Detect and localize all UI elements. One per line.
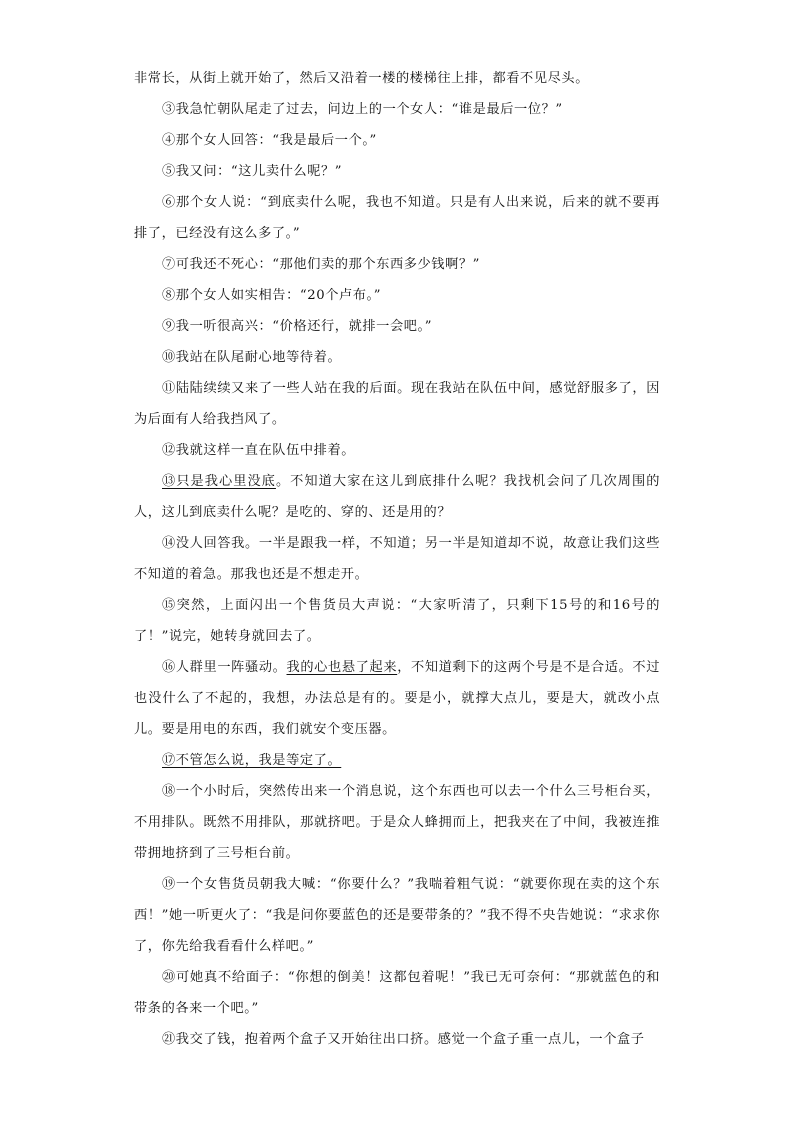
underlined-phrase: ⑬只是我心里没底: [162, 474, 276, 489]
paragraph-16: [134, 652, 660, 745]
document-page: [134, 63, 660, 1055]
paragraph-18: ⑱一个小时后，突然传出来一个消息说，这个东西也可以去一个什么三号柜台买，不用排队。既然不用排队，那就挤吧。于是众人蜂拥而上，把我夹在了中间，我被连推带拥地挤到了三号柜台前。: [134, 784, 660, 861]
paragraph-9: ⑨我一听很高兴：“价格还行，就排一会吧。”: [162, 319, 433, 334]
paragraph-8: ⑧那个女人如实相告：“20个卢布。”: [162, 288, 382, 303]
paragraph-3: ③我急忙朝队尾走了过去，问边上的一个女人：“谁是最后一位？”: [162, 102, 563, 117]
paragraph-13: [134, 466, 660, 528]
paragraph-text: ⑯人群里一阵骚动。: [162, 660, 287, 675]
paragraph-10: ⑩我站在队尾耐心地等待着。: [162, 350, 342, 365]
paragraph-15: ⑮突然，上面闪出一个售货员大声说：“大家听清了，只剩下15号的和16号的了！”说完，她转身就回去了。: [134, 598, 660, 644]
underlined-phrase: ⑰不管怎么说，我是等定了。: [162, 753, 342, 768]
paragraph-text: 。不知道大家在这儿到底排什么呢？我找机会问了几次周围的人，这儿到底卖什么呢？是吃的、穿的、还是用的？: [134, 474, 660, 520]
paragraph-12: ⑫我就这样一直在队伍中排着。: [162, 443, 356, 458]
paragraph-5: ⑤我又问：“这儿卖什么呢？”: [162, 164, 343, 179]
paragraph-14: ⑭没人回答我。一半是跟我一样，不知道；另一半是知道却不说，故意让我们这些不知道的着急。那我也还是不想走开。: [134, 536, 660, 582]
paragraph-20: ⑳可她真不给面子：“你想的倒美！这都包着呢！”我已无可奈何：“那就蓝色的和带条的各来一个吧。”: [134, 970, 660, 1016]
paragraph-7: ⑦可我还不死心：“那他们卖的那个东西多少钱啊？”: [162, 257, 481, 272]
paragraph-11: ⑪陆陆续续又来了一些人站在我的后面。现在我站在队伍中间，感觉舒服多了，因为后面有人给我挡风了。: [134, 381, 660, 427]
paragraph-19: ⑲一个女售货员朝我大喊：“你要什么？”我喘着粗气说：“就要你现在卖的这个东西！”她一听更火了：“我是问你要蓝色的还是要带条的？”我不得不央告她说：“求求你了，你先给我看看什么样吧。”: [134, 877, 660, 954]
paragraph-21: ㉑我交了钱，抱着两个盒子又开始往出口挤。感觉一个盒子重一点儿，一个盒子: [162, 1032, 645, 1047]
underlined-phrase: 我的心也悬了起来: [286, 660, 398, 675]
paragraph-4: ④那个女人回答：“我是最后一个。”: [162, 133, 377, 148]
paragraph-17: [134, 745, 660, 776]
paragraph-text: ，不知道剩下的这两个号是不是合适。不过也没什么了不起的，我想，办法总是有的。要是小，就撑大点儿，要是大，就改小点儿。要是用电的东西，我们就安个变压器。: [134, 660, 660, 737]
paragraph-6: ⑥那个女人说：“到底卖什么呢，我也不知道。只是有人出来说，后来的就不要再排了，已经没有这么多了。”: [134, 195, 660, 241]
paragraph-2-tail: 非常长，从街上就开始了，然后又沿着一楼的楼梯往上排，都看不见尽头。: [134, 71, 589, 86]
